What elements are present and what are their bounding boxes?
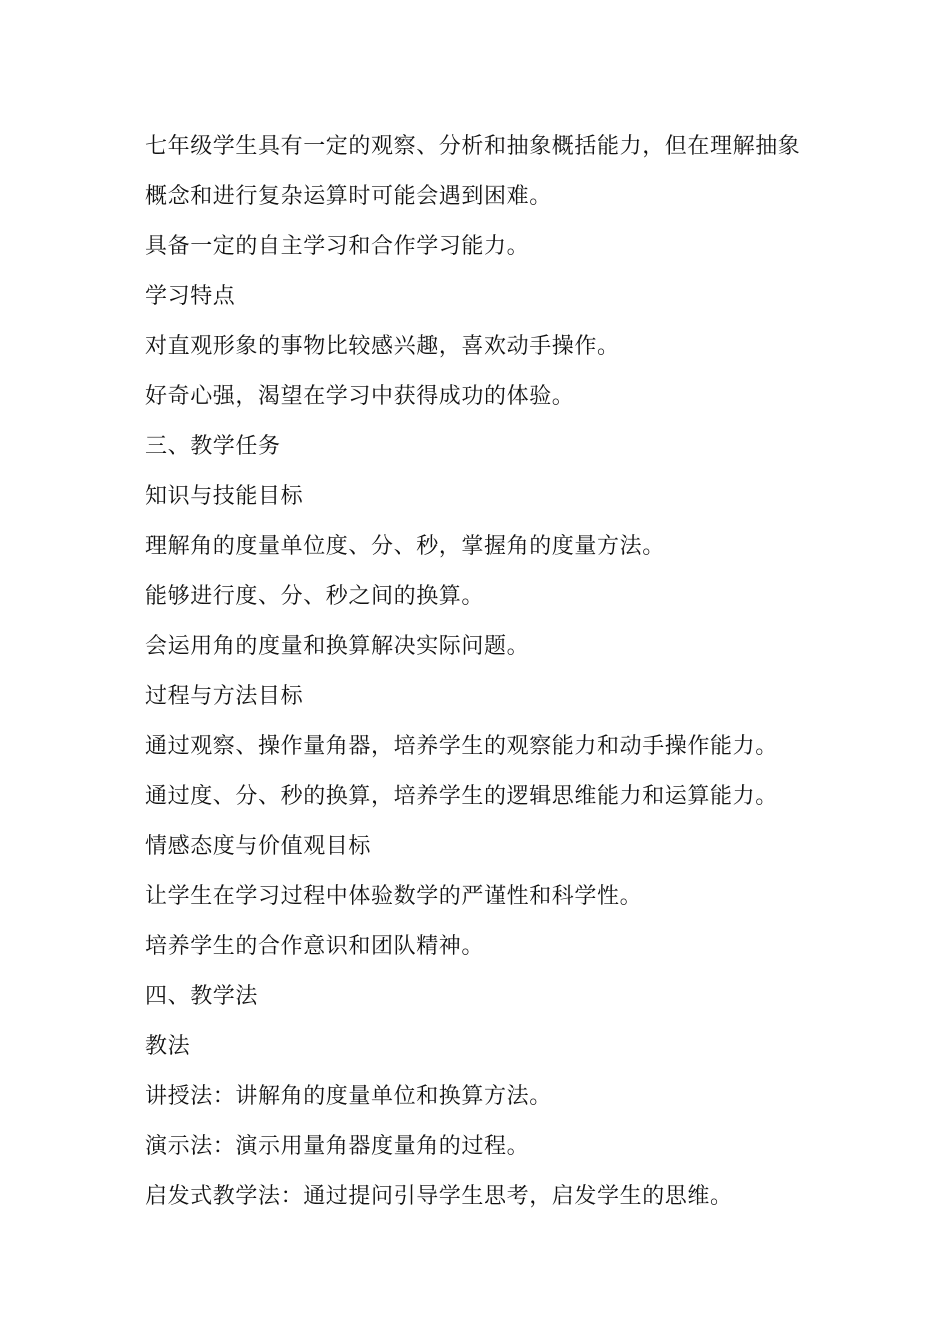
paragraph-line: 通过度、分、秒的换算，培养学生的逻辑思维能力和运算能力。 [145,784,778,809]
section-subheading: 知识与技能目标 [145,484,304,509]
paragraph-line: 能够进行度、分、秒之间的换算。 [145,584,485,609]
paragraph-line: 演示法：演示用量角器度量角的过程。 [145,1134,530,1159]
section-subheading: 教法 [145,1034,191,1059]
paragraph-line: 会运用角的度量和换算解决实际问题。 [145,634,530,659]
section-heading: 四、教学法 [145,984,259,1009]
section-heading: 三、教学任务 [145,434,281,459]
section-subheading: 学习特点 [145,284,236,309]
paragraph-line: 好奇心强，渴望在学习中获得成功的体验。 [145,384,575,409]
paragraph-line: 七年级学生具有一定的观察、分析和抽象概括能力，但在理解抽象 [145,134,801,159]
section-subheading: 过程与方法目标 [145,684,304,709]
paragraph-line: 让学生在学习过程中体验数学的严谨性和科学性。 [145,884,643,909]
paragraph-line: 对直观形象的事物比较感兴趣，喜欢动手操作。 [145,334,620,359]
section-subheading: 情感态度与价值观目标 [145,834,372,859]
paragraph-line: 理解角的度量单位度、分、秒，掌握角的度量方法。 [145,534,665,559]
paragraph-line: 通过观察、操作量角器，培养学生的观察能力和动手操作能力。 [145,734,778,759]
paragraph-line: 培养学生的合作意识和团队精神。 [145,934,485,959]
document-body [145,122,815,1222]
paragraph-line: 启发式教学法：通过提问引导学生思考，启发学生的思维。 [145,1184,733,1209]
paragraph-line: 具备一定的自主学习和合作学习能力。 [145,234,530,259]
paragraph-line: 讲授法：讲解角的度量单位和换算方法。 [145,1084,552,1109]
paragraph-line: 概念和进行复杂运算时可能会遇到困难。 [145,184,552,209]
